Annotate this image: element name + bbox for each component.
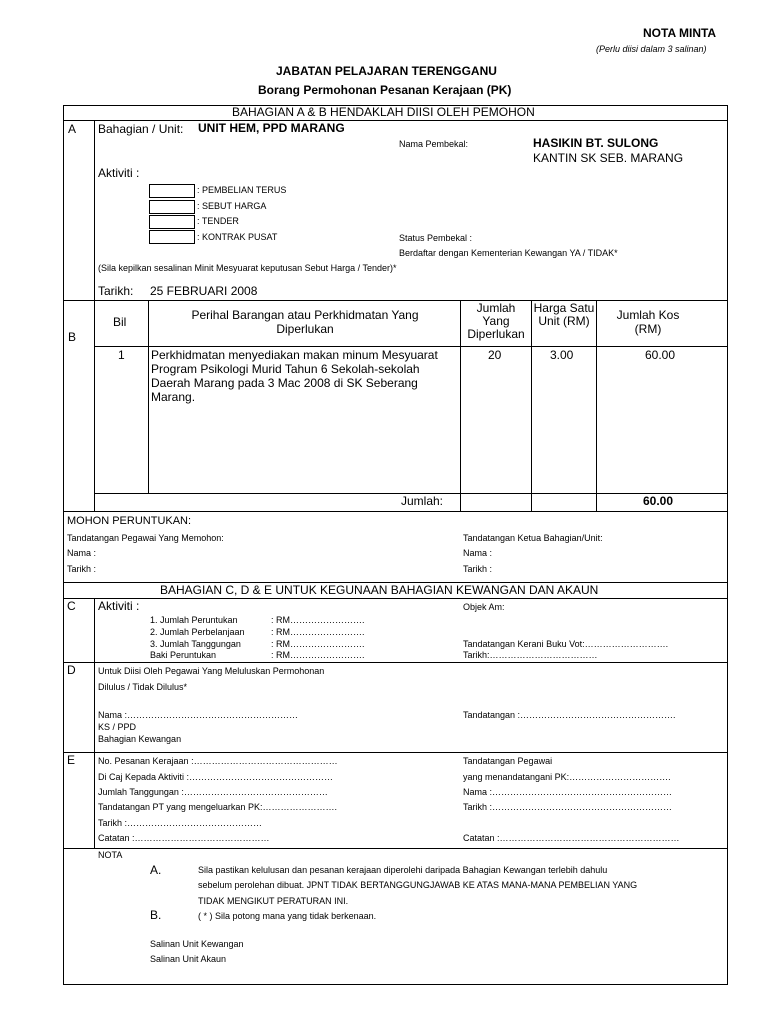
e-left-line: Jumlah Tanggungan :………………………………………… (98, 787, 328, 797)
col-cde-rule (94, 598, 95, 848)
d-signature: Tandatangan :……………………………………………. (463, 710, 676, 720)
option-kontrak-pusat: : KONTRAK PUSAT (197, 232, 278, 242)
head-signature: Tandatangan Ketua Bahagian/Unit: (463, 533, 603, 543)
date-label: Tarikh: (98, 284, 134, 298)
note-a-line: sebelum perolehan dibuat. JPNT TIDAK BERTANGGUNGJAWAB KE ATAS MANA-MANA PEMBELIAN YANG (198, 880, 638, 890)
requester-signature: Tandatangan Pegawai Yang Memohon: (67, 533, 224, 543)
form-title: Borang Permohonan Pesanan Kerajaan (PK) (258, 83, 512, 97)
col-price-rule (596, 300, 597, 512)
copies-note: (Perlu diisi dalam 3 salinan) (596, 44, 707, 54)
table-header-rule (94, 346, 728, 347)
d-ks: KS / PPD (98, 722, 137, 732)
doc-label: NOTA MINTA (643, 26, 717, 40)
c-line-label: 1. Jumlah Peruntukan (150, 615, 238, 625)
e-right-line: Tarikh :…………………………………………………… (463, 802, 673, 812)
option-sebut-harga: : SEBUT HARGA (197, 201, 267, 211)
d-dept: Bahagian Kewangan (98, 734, 182, 744)
letter-d: D (67, 663, 76, 677)
total-value: 60.00 (643, 494, 674, 508)
c-line-label: 2. Jumlah Perbelanjaan (150, 627, 245, 637)
frame-right (727, 105, 728, 985)
c-activity-label: Aktiviti : (98, 599, 140, 613)
option-pembelian-terus: : PEMBELIAN TERUS (197, 185, 287, 195)
allocation-heading: MOHON PERUNTUKAN: (67, 515, 192, 527)
d-title: Untuk Diisi Oleh Pegawai Yang Meluluskan Permohonan (98, 666, 325, 676)
copy-kewangan: Salinan Unit Kewangan (150, 939, 244, 949)
note-b-letter: B. (150, 908, 162, 922)
section-b-bottom-rule (63, 511, 728, 512)
unit-value: UNIT HEM, PPD MARANG (198, 121, 345, 135)
option-tender: : TENDER (197, 216, 239, 226)
requester-name: Nama : (67, 548, 97, 558)
banner-cde-bottom-rule (63, 598, 728, 599)
e-left-line: Di Caj Kepada Aktiviti :………………………………………… (98, 772, 334, 782)
item-qty: 20 (488, 348, 502, 362)
department-title: JABATAN PELAJARAN TERENGGANU (276, 64, 497, 78)
banner-cde: BAHAGIAN C, D & E UNTUK KEGUNAAN BAHAGIAN KEWANGAN DAN AKAUN (160, 583, 599, 597)
note-b-line: ( * ) Sila potong mana yang tidak berkenaan. (198, 911, 377, 921)
minutes-note: (Sila kepilkan sesalinan Minit Mesyuarat keputusan Sebut Harga / Tender)* (98, 263, 397, 273)
section-d-top-rule (63, 662, 728, 663)
frame-bottom (63, 984, 728, 985)
checkbox-kontrak-pusat[interactable] (149, 230, 195, 244)
note-a-letter: A. (150, 863, 162, 877)
section-e-top-rule (63, 752, 728, 753)
note-a-line: TIDAK MENGIKUT PERATURAN INI. (198, 896, 349, 906)
e-left-line: Catatan :……………………………………… (98, 833, 270, 843)
header-harga: Harga Satu Unit (RM) (533, 301, 595, 328)
e-left-line: Tarikh :……………………………………… (98, 818, 263, 828)
letter-e: E (67, 753, 76, 767)
item-cost: 60.00 (645, 348, 676, 362)
item-unit-price: 3.00 (550, 348, 574, 362)
supplier-org: KANTIN SK SEB. MARANG (533, 151, 684, 165)
frame-left (63, 105, 64, 985)
header-kos: Jumlah Kos (RM) (616, 308, 680, 336)
banner-ab: BAHAGIAN A & B HENDAKLAH DIISI OLEH PEMOHON (232, 105, 535, 119)
e-right-line: Nama :…………………………………………………… (463, 787, 673, 797)
date-value: 25 FEBRUARI 2008 (150, 284, 258, 298)
d-name: Nama :………………………………………………… (98, 710, 299, 720)
activity-label: Aktiviti : (98, 166, 140, 180)
e-right-line: Catatan :…………………………………………………… (463, 833, 680, 843)
item-bil: 1 (118, 348, 125, 362)
c-line-label: 3. Jumlah Tanggungan (150, 639, 241, 649)
c-line-value: : RM……………………. (271, 650, 365, 660)
col-b-rule (94, 300, 95, 512)
notes-label: NOTA (98, 850, 123, 860)
banner-ab-rule (63, 120, 728, 121)
checkbox-pembelian-terus[interactable] (149, 184, 195, 198)
item-desc: Perkhidmatan menyediakan makan minum Mesyuarat Program Psikologi Murid Tahun 6 Sekolah-sekolah Daerah Marang pada 3 Mac 2008 di SK Seberang Marang. (151, 348, 438, 404)
e-left-line: No. Pesanan Kerajaan :………………………………………… (98, 756, 338, 766)
unit-label: Bahagian / Unit: (98, 122, 184, 136)
head-name: Nama : (463, 548, 493, 558)
letter-c: C (67, 599, 76, 613)
copy-akaun: Salinan Unit Akaun (150, 954, 227, 964)
col-a-rule (94, 120, 95, 300)
header-bil: Bil (113, 315, 127, 329)
e-right-line: yang menandatangani PK:……………………………. (463, 772, 671, 782)
header-perihal: Perihal Barangan atau Perkhidmatan Yang Diperlukan (191, 308, 419, 336)
checkbox-sebut-harga[interactable] (149, 200, 195, 214)
col-bil-rule (148, 300, 149, 494)
registered-text: Berdaftar dengan Kementerian Kewangan YA / TIDAK* (399, 248, 618, 258)
d-approved: Dilulus / Tidak Dilulus* (98, 682, 188, 692)
section-b-top-rule (63, 300, 728, 301)
total-label: Jumlah: (401, 494, 444, 508)
c-line-value: : RM……………………. (271, 639, 365, 649)
checkbox-tender[interactable] (149, 215, 195, 229)
col-desc-rule (460, 300, 461, 512)
c-object-label: Objek Am: (463, 602, 505, 612)
requester-date: Tarikh : (67, 564, 97, 574)
supplier-name: HASIKIN BT. SULONG (533, 136, 659, 150)
c-line-value: : RM……………………. (271, 627, 365, 637)
head-date: Tarikh : (463, 564, 493, 574)
e-left-line: Tandatangan PT yang mengeluarkan PK:……………………. (98, 802, 337, 812)
note-a-line: Sila pastikan kelulusan dan pesanan kerajaan diperolehi daripada Bahagian Kewangan terlebih dahulu (198, 865, 608, 875)
col-qty-rule (531, 300, 532, 512)
c-line-label: Baki Peruntukan (150, 650, 217, 660)
c-line-value: : RM……………………. (271, 615, 365, 625)
c-clerk-date: Tarikh:……………………………… (463, 650, 598, 660)
header-jumlah-yang: Jumlah Yang Diperlukan (467, 301, 525, 341)
c-clerk-signature: Tandatangan Kerani Buku Vot:………………………. (463, 639, 669, 649)
supplier-status-label: Status Pembekal : (399, 233, 473, 243)
supplier-label: Nama Pembekal: (399, 139, 469, 149)
letter-b: B (68, 330, 77, 344)
letter-a: A (68, 122, 77, 136)
notes-top-rule (63, 848, 728, 849)
e-right-line: Tandatangan Pegawai (463, 756, 553, 766)
